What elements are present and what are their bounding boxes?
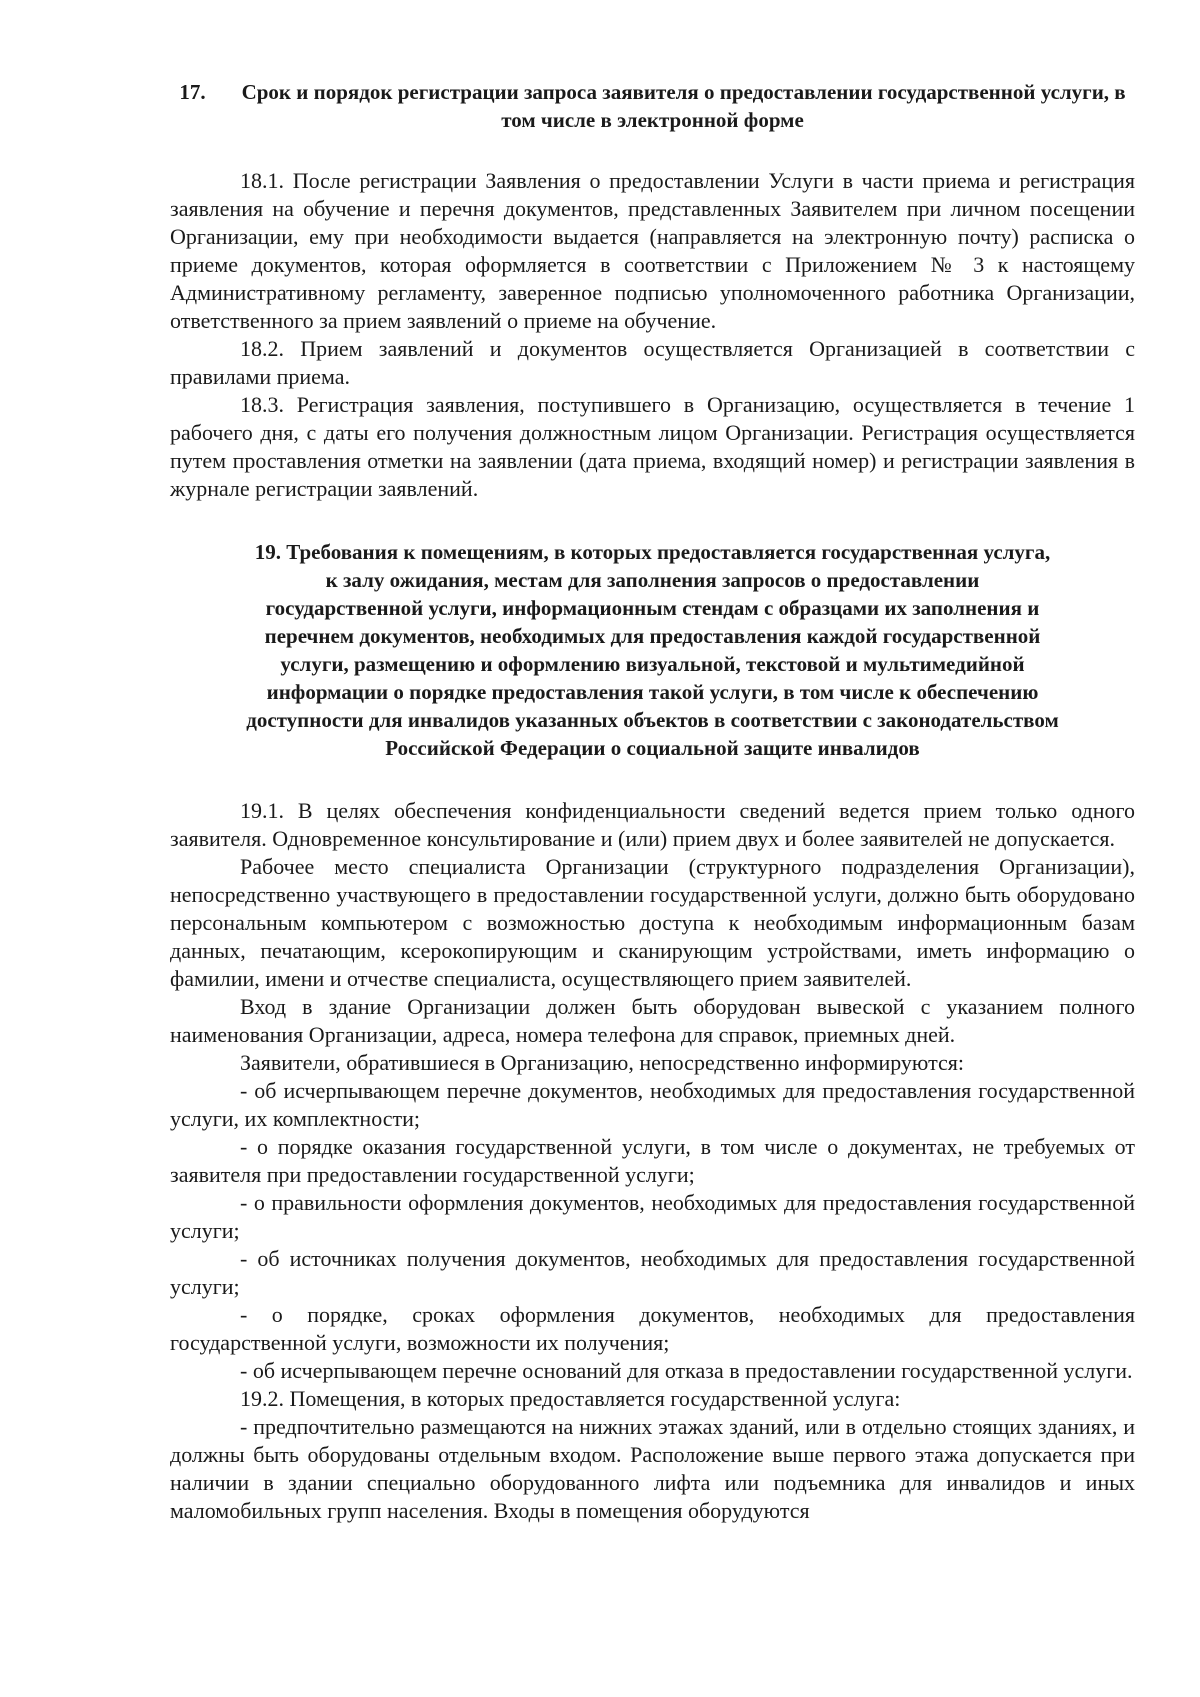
list-item: - об источниках получения документов, необходимых для предоставления государственной услуги; <box>170 1246 1135 1299</box>
paragraph-18-1: 18.1. После регистрации Заявления о предоставлении Услуги в части приема и регистрация заявления на обучение и перечня документов, представленных Заявителем при личном посещении Организации, ему при необходимости выдается (направляется на электронную почту) расписка о приеме документов, которая оформляется в соответствии с Приложением № 3 к настоящему Административному регламенту, заверенное подписью уполномоченного работника Организации, ответственного за прием заявлений о приеме на обучение. <box>170 168 1135 333</box>
list-item: - об исчерпывающем перечне документов, необходимых для предоставления государственной услуги, их комплектности; <box>170 1078 1135 1131</box>
section-19-heading <box>170 538 1135 762</box>
section-19-title-line: государственной услуги, информационным стендам с образцами их заполнения и <box>265 596 1040 620</box>
paragraph-workplace: Рабочее место специалиста Организации (структурного подразделения Организации), непосредственно участвующего в предоставлении государственной услуги, должно быть оборудовано персональным компьютером с возможностью доступа к необходимым информационным базам данных, печатающим, ксерокопирующим и сканирующим устройствами, иметь информацию о фамилии, имени и отчестве специалиста, осуществляющего прием заявителей. <box>170 854 1135 991</box>
list-item: - об исчерпывающем перечне оснований для отказа в предоставлении государственной услуги. <box>240 1358 1133 1383</box>
section-19-title-line: к залу ожидания, местам для заполнения запросов о предоставлении <box>325 568 980 592</box>
section-19-title-line: услуги, размещению и оформлению визуальной, текстовой и мультимедийной <box>280 652 1025 676</box>
section-19-title-line: перечнем документов, необходимых для предоставления каждой государственной <box>264 624 1041 648</box>
section-17-title: Срок и порядок регистрации запроса заявителя о предоставлении государственной услуги, в том числе в электронной форме <box>241 80 1126 132</box>
section-19-title-line: 19. Требования к помещениям, в которых предоставляется государственная услуга, <box>254 540 1051 564</box>
paragraph-19-1: 19.1. В целях обеспечения конфиденциальности сведений ведется прием только одного заявителя. Одновременное консультирование и (или) прием двух и более заявителей не допускается. <box>170 798 1135 851</box>
paragraph-19-2: 19.2. Помещения, в которых предоставляется государственной услуга: <box>240 1386 901 1411</box>
document-page <box>170 78 1135 1525</box>
paragraph-informed: Заявители, обратившиеся в Организацию, непосредственно информируются: <box>240 1050 964 1075</box>
section-19-title-line: информации о порядке предоставления такой услуги, в том числе к обеспечению <box>266 680 1039 704</box>
list-item: - о порядке, сроках оформления документов, необходимых для предоставления государственной услуги, возможности их получения; <box>170 1302 1135 1355</box>
paragraph-entrance: Вход в здание Организации должен быть оборудован вывеской с указанием полного наименования Организации, адреса, номера телефона для справок, приемных дней. <box>170 994 1135 1047</box>
section-17-number: 17. <box>179 80 206 104</box>
list-item: - предпочтительно размещаются на нижних этажах зданий, или в отдельно стоящих зданиях, и должны быть оборудованы отдельным входом. Расположение выше первого этажа допускается при наличии в здании специально оборудованного лифта или подъемника для инвалидов и иных маломобильных групп населения. Входы в помещения оборудуются <box>170 1414 1135 1523</box>
section-19-title-line: Российской Федерации о социальной защите инвалидов <box>385 736 920 760</box>
list-item: - о правильности оформления документов, необходимых для предоставления государственной услуги; <box>170 1190 1135 1243</box>
paragraph-18-3: 18.3. Регистрация заявления, поступившего в Организацию, осуществляется в течение 1 рабочего дня, с даты его получения должностным лицом Организации. Регистрация осуществляется путем проставления отметки на заявлении (дата приема, входящий номер) и регистрации заявления в журнале регистрации заявлений. <box>170 392 1135 501</box>
section-17-heading <box>170 78 1135 134</box>
paragraph-18-2: 18.2. Прием заявлений и документов осуществляется Организацией в соответствии с правилами приема. <box>170 336 1135 389</box>
section-19-title-line: доступности для инвалидов указанных объектов в соответствии с законодательством <box>246 708 1059 732</box>
list-item: - о порядке оказания государственной услуги, в том числе о документах, не требуемых от заявителя при предоставлении государственной услуги; <box>170 1134 1135 1187</box>
